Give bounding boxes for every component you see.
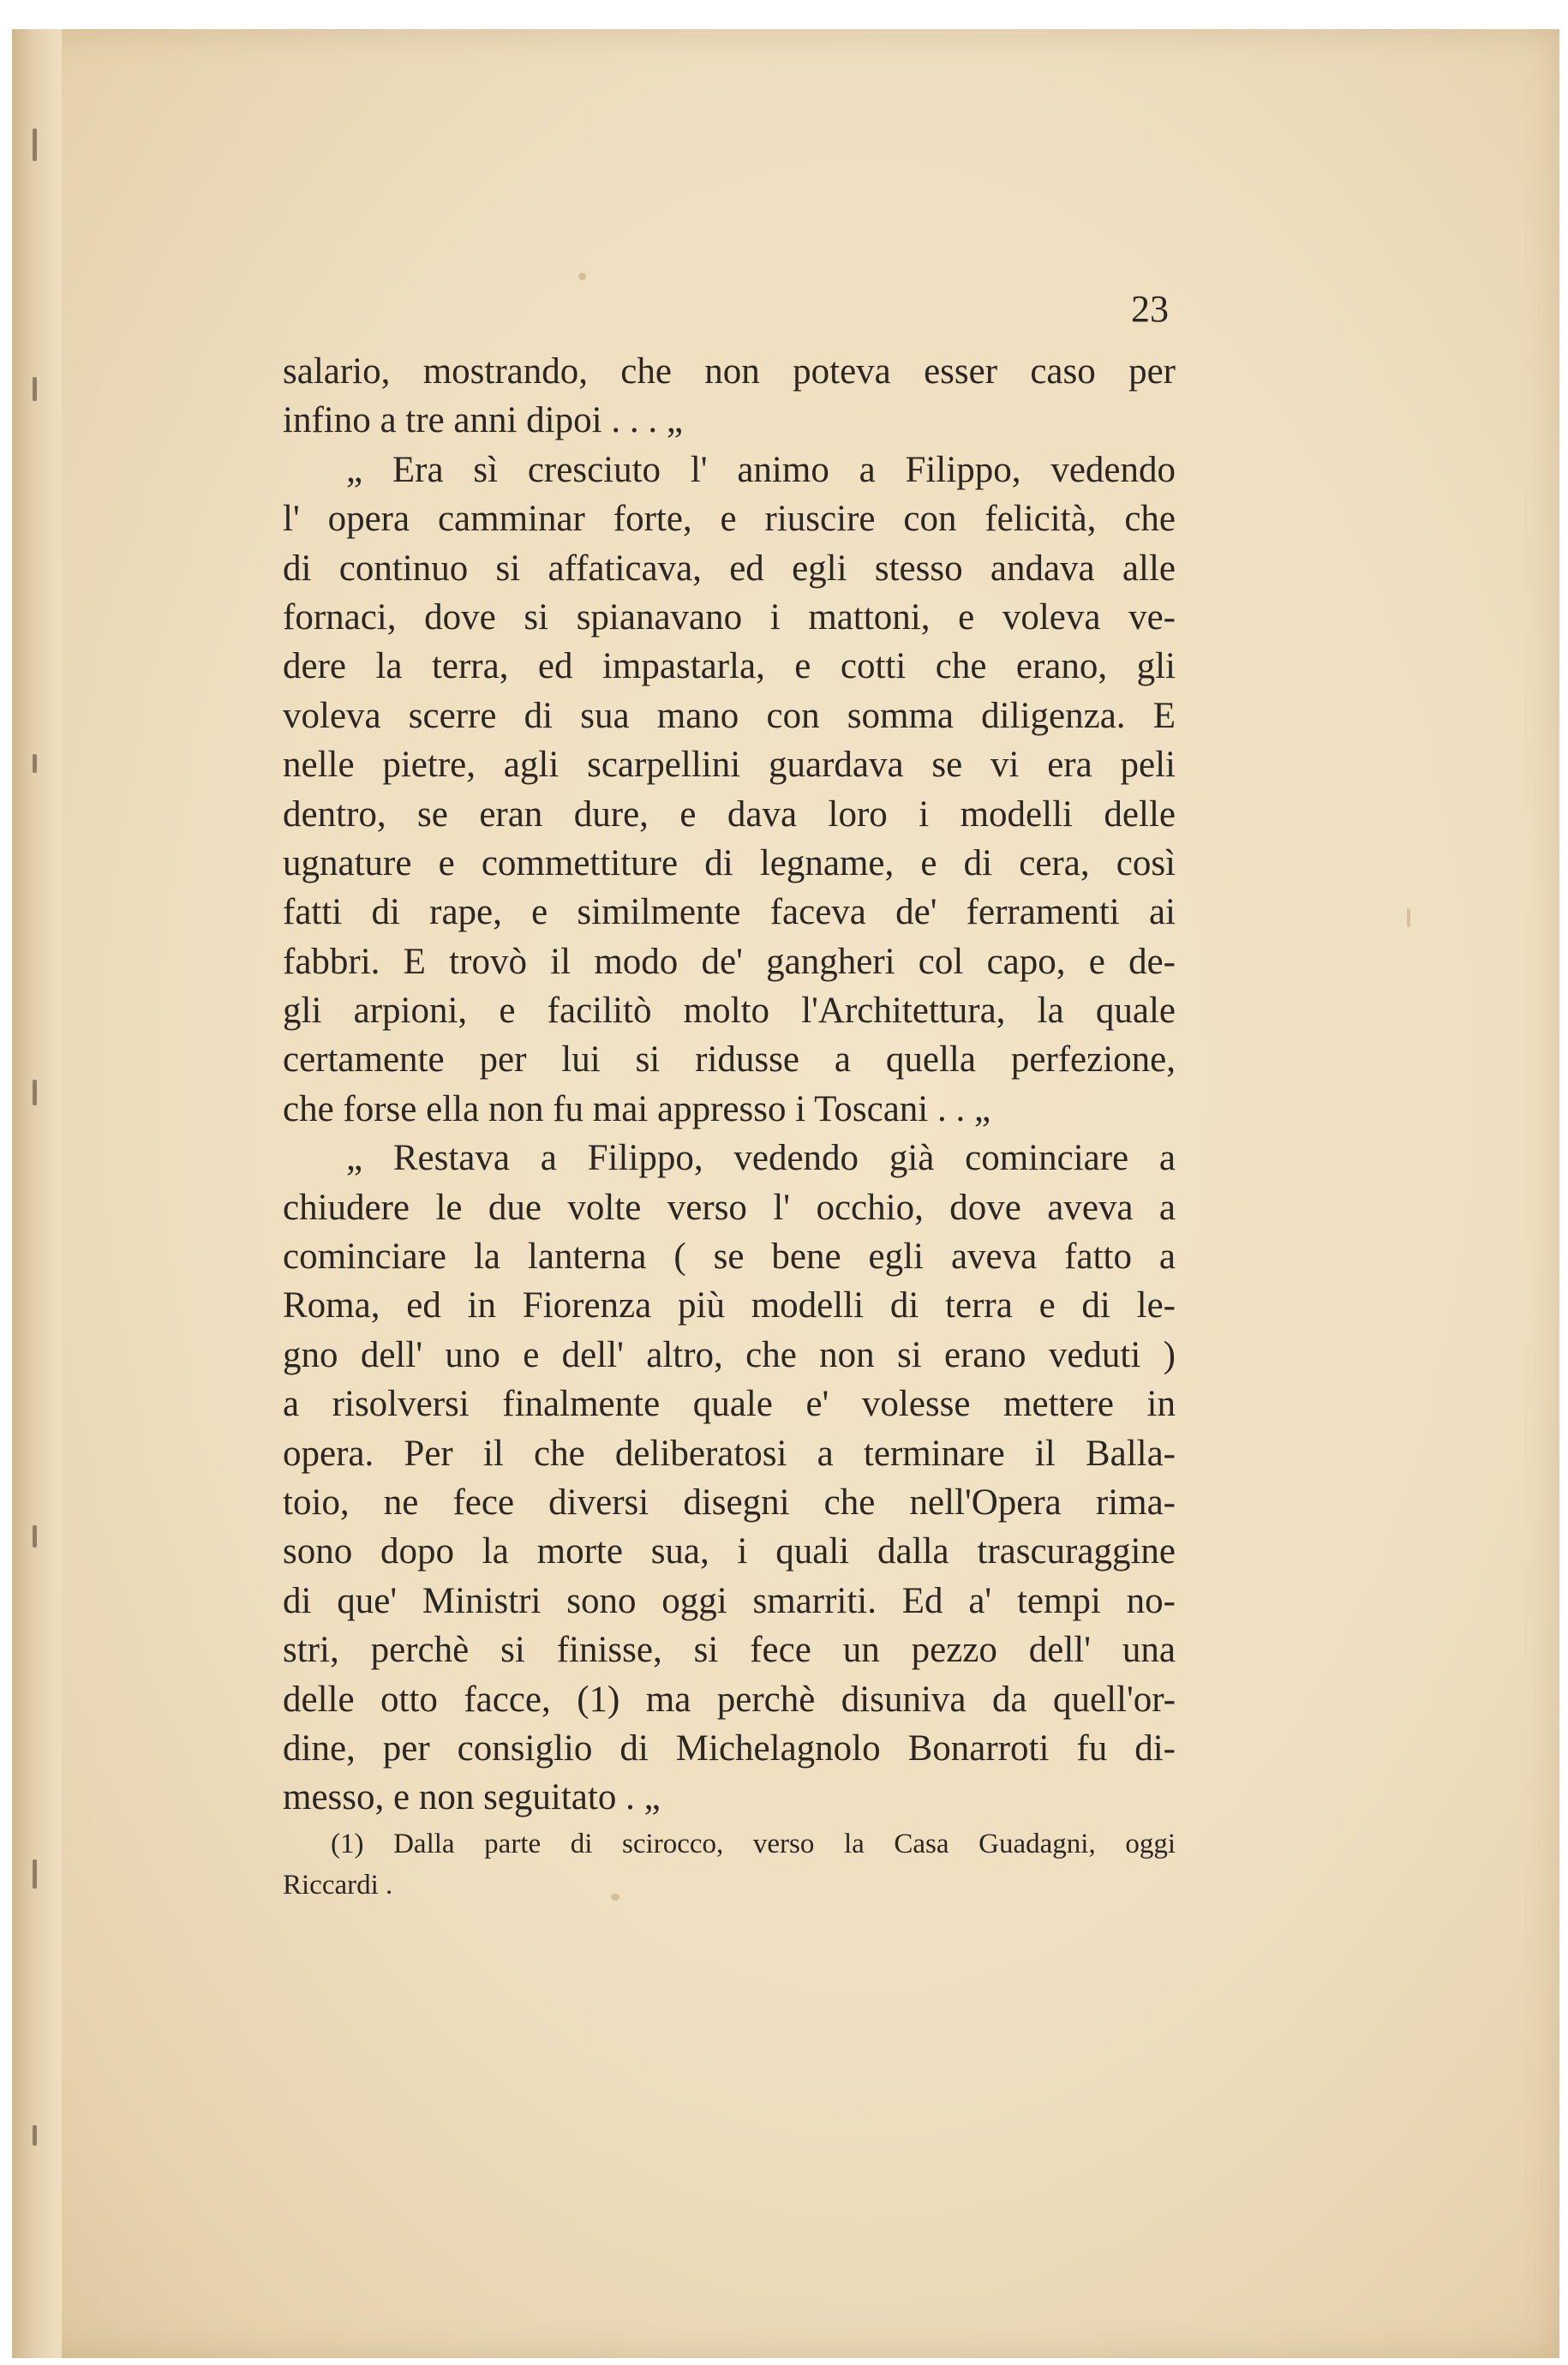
text-line: infino a tre anni dipoi . . . „	[283, 400, 683, 441]
text-line: toio, ne fece diversi disegni che nell'Opera rima-	[283, 1482, 1176, 1523]
text-line: sono dopo la morte sua, i quali dalla trascuraggine	[283, 1531, 1176, 1572]
binding-stitch-mark	[33, 1525, 37, 1548]
text-line: dentro, se eran dure, e dava loro i modelli delle	[283, 793, 1176, 835]
text-lines	[283, 347, 1176, 1823]
text-line: gno dell' uno e dell' altro, che non si erano veduti )	[283, 1334, 1176, 1375]
text-line: voleva scerre di sua mano con somma diligenza. E	[283, 695, 1176, 736]
footnote	[283, 1823, 1176, 1906]
text-line: delle otto facce, (1) ma perchè disuniva da quell'or-	[283, 1679, 1176, 1720]
text-line: fornaci, dove si spianavano i mattoni, e voleva ve-	[283, 596, 1176, 638]
text-line: che forse ella non fu mai appresso i Toscani . . „	[283, 1088, 991, 1129]
binding-edge	[12, 29, 62, 2358]
binding-stitch-mark	[33, 129, 37, 161]
text-line: ugnature e commettiture di legname, e di cera, così	[283, 842, 1176, 883]
text-line: salario, mostrando, che non poteva esser caso per	[283, 351, 1176, 392]
binding-stitch-mark	[33, 2125, 37, 2146]
footnote-line: (1) Dalla parte di scirocco, verso la Casa Guadagni, oggi	[331, 1829, 1176, 1859]
binding-stitch-mark	[33, 377, 37, 401]
foxing-spot	[578, 272, 586, 280]
text-line: gli arpioni, e facilitò molto l'Architettura, la quale	[283, 991, 1176, 1032]
text-line: a risolversi finalmente quale e' volesse mettere in	[283, 1384, 1176, 1425]
text-line: fabbri. E trovò il modo de' gangheri col capo, e de-	[283, 941, 1176, 982]
text-line: chiudere le due volte verso l' occhio, dove aveva a	[283, 1187, 1176, 1228]
text-line: di continuo si affaticava, ed egli stesso andava alle	[283, 548, 1176, 589]
text-line: l' opera camminar forte, e riuscire con felicità, che	[283, 499, 1176, 540]
text-line: „ Restava a Filippo, vedendo già cominciare a	[346, 1138, 1176, 1179]
binding-stitch-mark	[33, 754, 37, 773]
text-line: certamente per lui si ridusse a quella perfezione,	[283, 1039, 1176, 1081]
text-line: „ Era sì cresciuto l' animo a Filippo, vedendo	[346, 449, 1176, 490]
binding-stitch-mark	[33, 1080, 37, 1105]
text-line: dere la terra, ed impastarla, e cotti che erano, gli	[283, 646, 1176, 687]
text-line: fatti di rape, e similmente faceva de' ferramenti ai	[283, 892, 1176, 933]
text-line: opera. Per il che deliberatosi a terminare il Balla-	[283, 1433, 1176, 1474]
footnote-line: Riccardi .	[283, 1870, 393, 1901]
text-line: nelle pietre, agli scarpellini guardava se vi era peli	[283, 745, 1176, 786]
page-number: 23	[1131, 288, 1169, 330]
text-line: stri, perchè si finisse, si fece un pezzo dell' una	[283, 1630, 1176, 1671]
text-line: dine, per consiglio di Michelagnolo Bonarroti fu di-	[283, 1727, 1176, 1769]
text-line: di que' Ministri sono oggi smarriti. Ed a' tempi no-	[283, 1580, 1176, 1621]
foxing-spot	[1407, 908, 1410, 927]
text-line: messo, e non seguitato . „	[283, 1777, 661, 1818]
text-line: Roma, ed in Fiorenza più modelli di terra e di le-	[283, 1285, 1176, 1326]
binding-stitch-mark	[33, 1859, 37, 1889]
text-line: cominciare la lanterna ( se bene egli aveva fatto a	[283, 1236, 1176, 1278]
